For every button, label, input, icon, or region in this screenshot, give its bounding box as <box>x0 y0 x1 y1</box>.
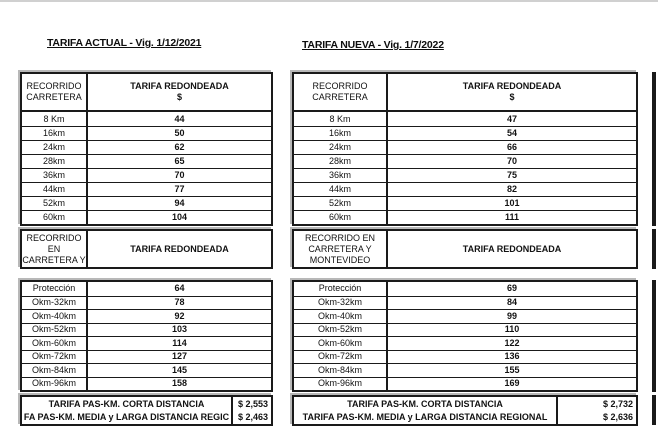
table-row: 52km 101 <box>294 196 636 210</box>
right-section2-col1-header: RECORRIDO EN CARRETERA Y MONTEVIDEO <box>294 231 388 267</box>
right-section1-col1-header: RECORRIDO CARRETERA <box>294 74 388 110</box>
left-summary-labels: TARIFA PAS-KM. CORTA DISTANCIA FA PAS-KM. MEDIA y LARGA DISTANCIA REGIC <box>23 398 230 423</box>
table-row: 44km 77 <box>22 182 271 196</box>
left-section1-header-row <box>22 74 271 112</box>
table-row: 44km 82 <box>294 182 636 196</box>
table-row: 36km 75 <box>294 168 636 182</box>
table-row: Okm-96km 169 <box>294 377 636 391</box>
table-row: 8 Km 47 <box>294 112 636 126</box>
table-row: Okm-60km 114 <box>22 336 271 350</box>
left-summary-values: $ 2,553 $ 2,463 <box>231 397 271 424</box>
table-row: Okm-72km 127 <box>22 350 271 364</box>
right-summary-table <box>292 395 638 426</box>
table-row: Okm-32km 84 <box>294 296 636 310</box>
right-section1-col2-header: TARIFA REDONDEADA $ <box>462 81 562 102</box>
right-section1-header-row <box>294 74 636 112</box>
clipped-table-edge <box>652 229 656 269</box>
table-row: Okm-32km 78 <box>22 296 271 310</box>
table-row: 28km 65 <box>22 154 271 168</box>
table-row: 16km 50 <box>22 126 271 140</box>
right-section2-rows-table <box>292 280 638 392</box>
table-row: 60km 104 <box>22 210 271 224</box>
table-row: Okm-84km 145 <box>22 363 271 377</box>
table-row: Okm-84km 155 <box>294 363 636 377</box>
right-section2-header-row <box>294 231 636 267</box>
clipped-table-edge <box>652 72 656 226</box>
table-row: Okm-40km 99 <box>294 309 636 323</box>
left-summary-table <box>20 395 273 426</box>
left-section2-col2-header: TARIFA REDONDEADA <box>130 243 229 254</box>
left-section1-col1-header: RECORRIDO CARRETERA <box>22 74 88 110</box>
table-row: Okm-52km 103 <box>22 323 271 337</box>
table-row: Okm-52km 110 <box>294 323 636 337</box>
left-section2-header-row <box>22 231 271 267</box>
window-top-edge <box>0 0 658 2</box>
table-row: Okm-96km 158 <box>22 377 271 391</box>
left-section2-rows-table <box>20 280 273 392</box>
clipped-table-edge <box>652 395 656 425</box>
table-row: 16km 54 <box>294 126 636 140</box>
left-section1-col2-header: TARIFA REDONDEADA $ <box>130 81 229 102</box>
right-summary-labels: TARIFA PAS-KM. CORTA DISTANCIA TARIFA PAS-KM. MEDIA y LARGA DISTANCIA REGIONAL <box>302 398 548 423</box>
right-section2-col2-header: TARIFA REDONDEADA <box>462 243 562 254</box>
table-row: Okm-60km 122 <box>294 336 636 350</box>
left-section2-col1-header: RECORRIDO EN CARRETERA Y <box>22 231 88 267</box>
table-row: 36km 70 <box>22 168 271 182</box>
table-row: Okm-72km 136 <box>294 350 636 364</box>
table-row: Protección 69 <box>294 282 636 296</box>
table-row: 24km 62 <box>22 140 271 154</box>
clipped-table-edge <box>652 280 656 392</box>
right-summary-values: $ 2,732 $ 2,636 <box>556 397 636 424</box>
table-row: 60km 111 <box>294 210 636 224</box>
table-row: 28km 70 <box>294 154 636 168</box>
right-section2-header-table <box>292 229 638 269</box>
table-row: Okm-40km 92 <box>22 309 271 323</box>
left-section2-header-table <box>20 229 273 269</box>
left-section1-table <box>20 72 273 226</box>
table-row: Protección 64 <box>22 282 271 296</box>
table-row: 24km 66 <box>294 140 636 154</box>
right-section1-table <box>292 72 638 226</box>
left-table-title: TARIFA ACTUAL - Vig. 1/12/2021 <box>47 37 202 49</box>
right-table-title: TARIFA NUEVA - Vig. 1/7/2022 <box>302 39 444 51</box>
table-row: 8 Km 44 <box>22 112 271 126</box>
table-row: 52km 94 <box>22 196 271 210</box>
